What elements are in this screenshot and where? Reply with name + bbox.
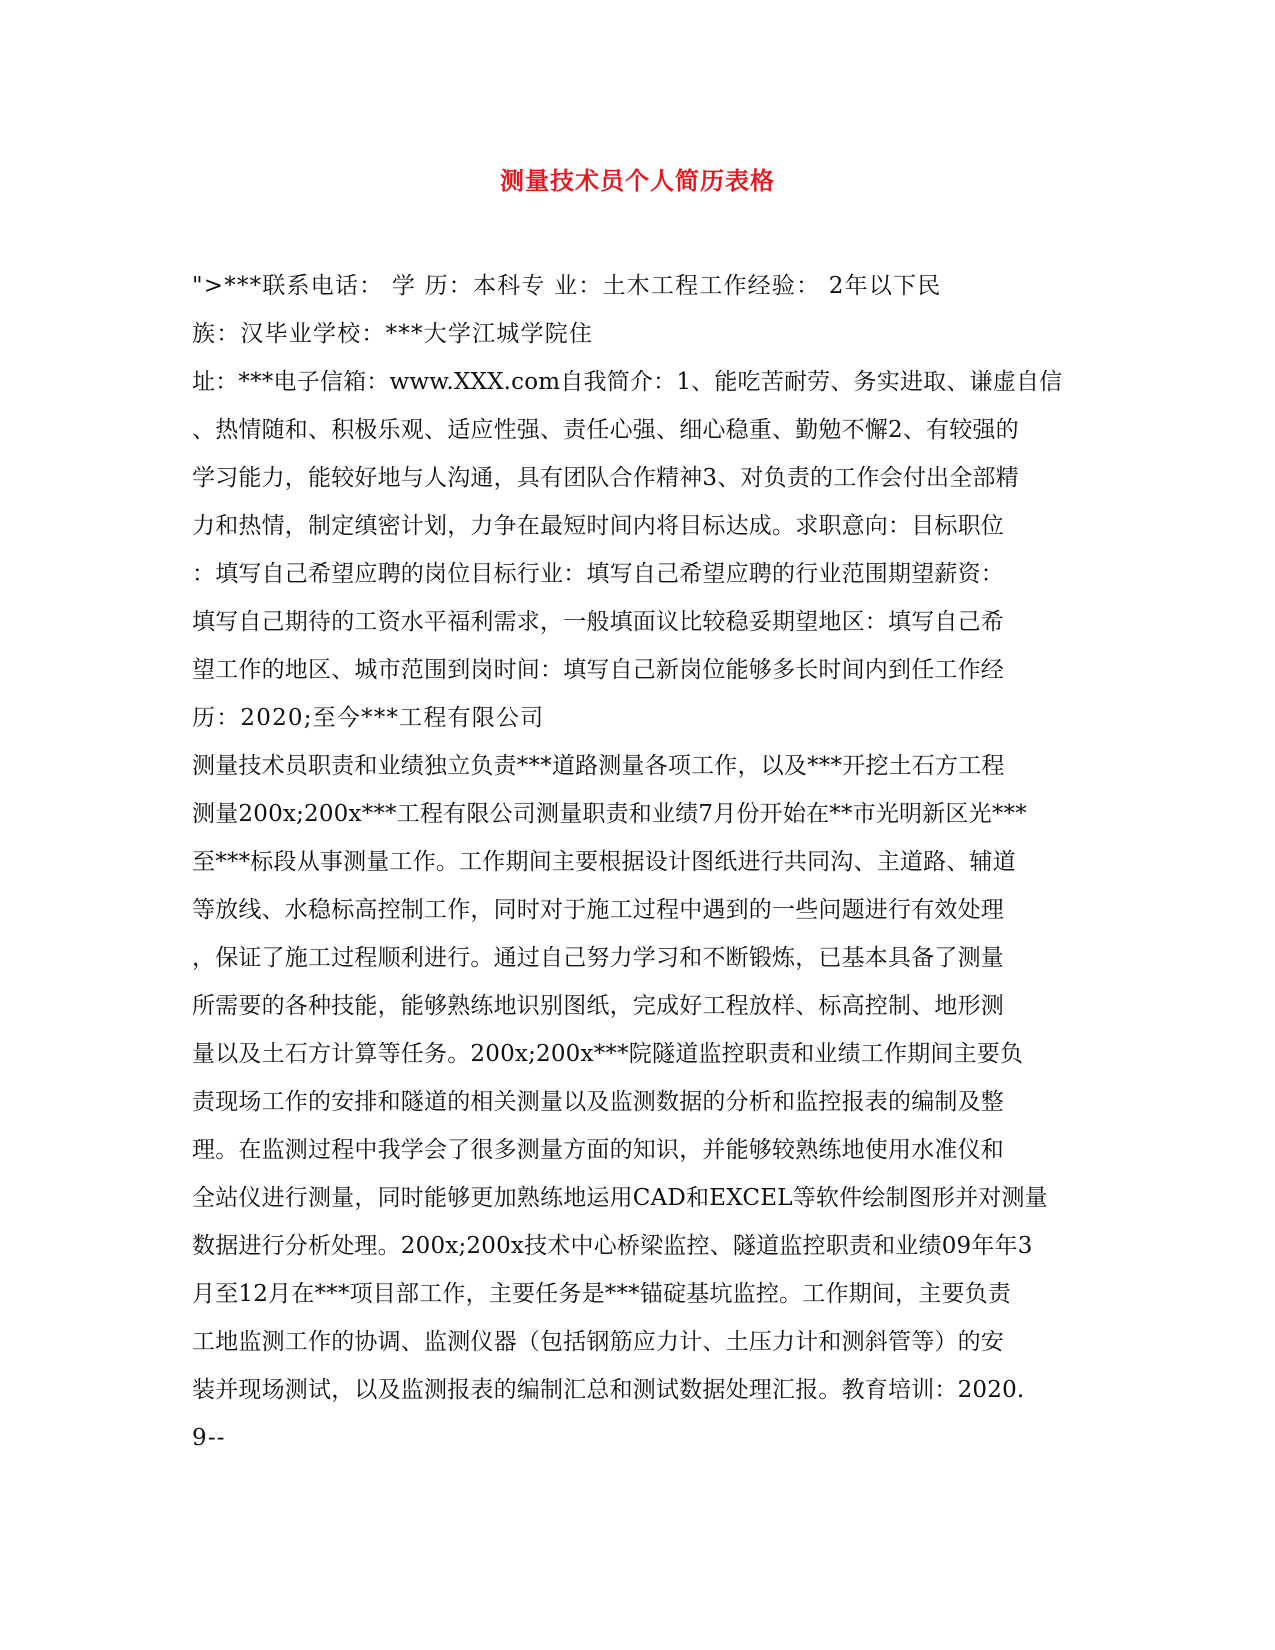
body-line-3: 址：***电子信箱：www.XXX.com自我简介：1、能吃苦耐劳、务实进取、谦虚自信 xyxy=(192,369,1063,395)
body-line-21: 数据进行分析处理。200x;200x技术中心桥梁监控、隧道监控职责和业绩09年年3 xyxy=(192,1233,1033,1259)
body-line-13: 至***标段从事测量工作。工作期间主要根据设计图纸进行共同沟、主道路、辅道 xyxy=(192,849,1016,875)
body-line-10: 历：2020;至今***工程有限公司 xyxy=(192,705,545,731)
body-line-4: 、热情随和、积极乐观、适应性强、责任心强、细心稳重、勤勉不懈2、有较强的 xyxy=(192,417,1019,443)
body-line-12: 测量200x;200x***工程有限公司测量职责和业绩7月份开始在**市光明新区光*** xyxy=(192,801,1027,827)
body-line-17: 量以及土石方计算等任务。200x;200x***院隧道监控职责和业绩工作期间主要负 xyxy=(192,1041,1024,1067)
body-line-22: 月至12月在***项目部工作，主要任务是***锚碇基坑监控。工作期间，主要负责 xyxy=(192,1281,1012,1307)
body-line-11: 测量技术员职责和业绩独立负责***道路测量各项工作，以及***开挖土石方工程 xyxy=(192,753,1005,779)
body-line-9: 望工作的地区、城市范围到岗时间：填写自己新岗位能够多长时间内到任工作经 xyxy=(192,657,1004,683)
body-line-6: 力和热情，制定缜密计划，力争在最短时间内将目标达成。求职意向：目标职位 xyxy=(192,513,1004,539)
document-body xyxy=(192,262,1087,1462)
body-line-7: ：填写自己希望应聘的岗位目标行业：填写自己希望应聘的行业范围期望薪资： xyxy=(192,561,1004,587)
body-line-24: 装并现场测试，以及监测报表的编制汇总和测试数据处理汇报。教育培训：2020. xyxy=(192,1377,1025,1403)
body-line-14: 等放线、水稳标高控制工作，同时对于施工过程中遇到的一些问题进行有效处理 xyxy=(192,897,1004,923)
body-line-20: 全站仪进行测量，同时能够更加熟练地运用CAD和EXCEL等软件绘制图形并对测量 xyxy=(192,1185,1048,1211)
body-line-2: 族：汉毕业学校：***大学江城学院住 xyxy=(192,321,594,347)
body-line-16: 所需要的各种技能，能够熟练地识别图纸，完成好工程放样、标高控制、地形测 xyxy=(192,993,1004,1019)
body-line-5: 学习能力，能较好地与人沟通，具有团队合作精神3、对负责的工作会付出全部精 xyxy=(192,465,1019,491)
body-line-8: 填写自己期待的工资水平福利需求，一般填面议比较稳妥期望地区：填写自己希 xyxy=(192,609,1004,635)
body-line-1: ">***联系电话： 学 历：本科专 业：土木工程工作经验： 2年以下民 xyxy=(192,273,942,299)
body-line-23: 工地监测工作的协调、监测仪器（包括钢筋应力计、土压力计和测斜管等）的安 xyxy=(192,1329,1004,1355)
body-line-18: 责现场工作的安排和隧道的相关测量以及监测数据的分析和监控报表的编制及整 xyxy=(192,1089,1004,1115)
document-title: 测量技术员个人简历表格 xyxy=(500,166,775,195)
body-line-25: 9-- xyxy=(192,1425,226,1451)
body-line-15: ，保证了施工过程顺利进行。通过自己努力学习和不断锻炼，已基本具备了测量 xyxy=(192,945,1004,971)
body-line-19: 理。在监测过程中我学会了很多测量方面的知识，并能够较熟练地使用水准仪和 xyxy=(192,1137,1004,1163)
